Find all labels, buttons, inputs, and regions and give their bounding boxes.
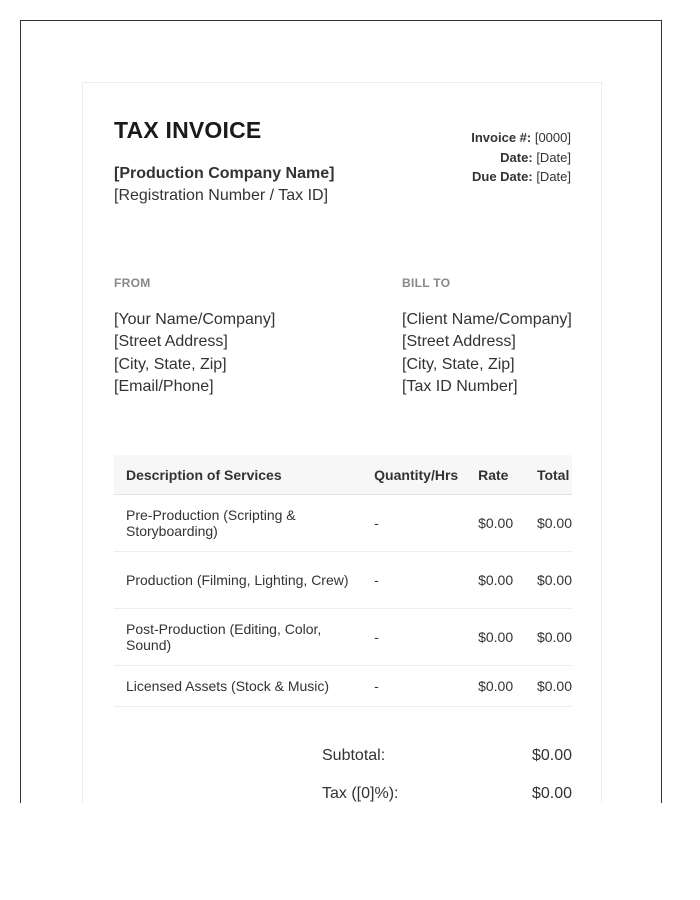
- table-row: [114, 666, 572, 707]
- row-description: Post-Production (Editing, Color, Sound): [114, 609, 362, 666]
- from-line: [Street Address]: [114, 333, 228, 351]
- invoice-meta: [471, 128, 571, 187]
- row-total: $0.00: [525, 666, 572, 707]
- row-total: $0.00: [525, 495, 572, 552]
- table-row: [114, 552, 572, 609]
- tax-value: $0.00: [531, 785, 572, 802]
- subtotal-value: $0.00: [531, 747, 572, 764]
- row-quantity: -: [362, 609, 464, 666]
- from-label: FROM: [114, 276, 151, 290]
- invoice-date-value: [Date]: [536, 149, 571, 165]
- row-quantity: -: [362, 552, 464, 609]
- tax-label: Tax ([0]%):: [322, 785, 399, 802]
- header-description: Description of Services: [114, 455, 362, 495]
- invoice-number-line: [471, 128, 571, 148]
- bill-to-line: [Tax ID Number]: [402, 377, 518, 395]
- row-description: Pre-Production (Scripting & Storyboarding): [114, 495, 362, 552]
- invoice-date-line: [471, 148, 571, 168]
- bill-to-line: [City, State, Zip]: [402, 355, 515, 373]
- bill-to-address: [402, 309, 572, 398]
- totals-block: [322, 746, 572, 803]
- services-table: [114, 455, 572, 707]
- invoice-title: TAX INVOICE: [114, 117, 262, 143]
- from-address: [114, 309, 275, 398]
- tax-row: [322, 784, 572, 803]
- invoice-number-label: Invoice #:: [471, 130, 532, 145]
- invoice-date-label: Date:: [500, 149, 533, 165]
- row-rate: $0.00: [464, 552, 525, 609]
- invoice-due-value: [Date]: [536, 169, 571, 184]
- row-description: Licensed Assets (Stock & Music): [114, 666, 362, 707]
- from-line: [City, State, Zip]: [114, 355, 227, 373]
- header-total: Total: [525, 455, 572, 495]
- row-total: $0.00: [525, 552, 572, 609]
- table-row: [114, 495, 572, 552]
- invoice-page: [82, 82, 602, 803]
- invoice-due-label: Due Date:: [472, 169, 533, 184]
- bill-to-line: [Street Address]: [402, 333, 516, 351]
- row-quantity: -: [362, 495, 464, 552]
- subtotal-row: [322, 746, 572, 784]
- row-quantity: -: [362, 666, 464, 707]
- row-description: Production (Filming, Lighting, Crew): [114, 552, 362, 609]
- from-line: [Your Name/Company]: [114, 311, 276, 328]
- bill-to-line: [Client Name/Company]: [402, 311, 572, 328]
- company-registration: [Registration Number / Tax ID]: [114, 187, 329, 204]
- bill-to-label: BILL TO: [402, 276, 451, 290]
- row-rate: $0.00: [464, 666, 525, 707]
- row-rate: $0.00: [464, 495, 525, 552]
- invoice-due-line: [471, 167, 571, 187]
- row-total: $0.00: [525, 609, 572, 666]
- row-rate: $0.00: [464, 609, 525, 666]
- header-quantity: Quantity/Hrs: [362, 455, 464, 495]
- company-name: [Production Company Name]: [114, 165, 335, 182]
- document-viewport[interactable]: [20, 20, 662, 803]
- table-header-row: [114, 455, 572, 495]
- invoice-number-value: [0000]: [534, 130, 571, 145]
- from-line: [Email/Phone]: [114, 377, 214, 395]
- header-rate: Rate: [464, 455, 525, 495]
- table-row: [114, 609, 572, 666]
- subtotal-label: Subtotal:: [322, 747, 386, 764]
